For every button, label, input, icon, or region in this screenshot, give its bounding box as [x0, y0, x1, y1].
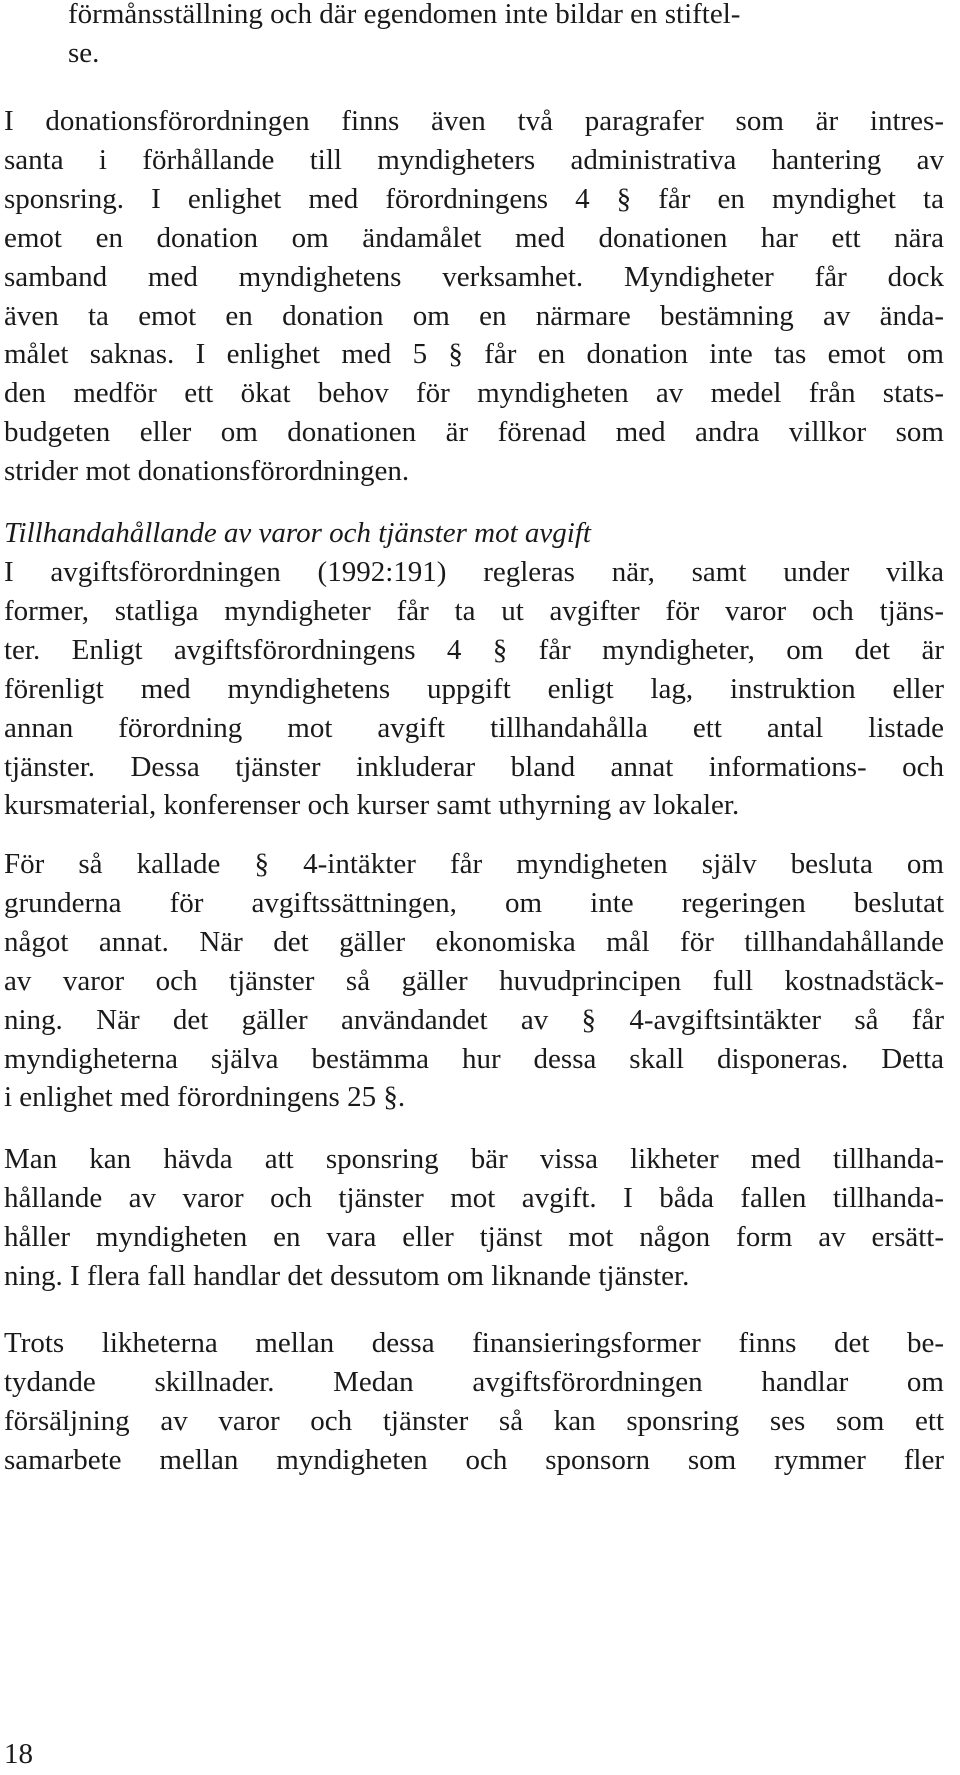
paragraph-likheter — [4, 1140, 944, 1296]
text-line: För så kallade § 4-intäkter får myndigheten själv besluta om — [4, 848, 944, 880]
text-line: myndigheterna själva bestämma hur dessa skall disponeras. Detta — [4, 1042, 944, 1075]
text-line: förenligt med myndighetens uppgift enligt lag, instruktion eller — [4, 672, 944, 705]
text-line: av varor och tjänster så gäller huvudprincipen full kostnadstäck- — [4, 964, 944, 997]
text-line: former, statliga myndigheter får ta ut avgifter för varor och tjäns- — [4, 594, 944, 627]
text-line: målet saknas. I enlighet med 5 § får en donation inte tas emot om — [4, 338, 944, 371]
text-line: håller myndigheten en vara eller tjänst mot någon form av ersätt- — [4, 1220, 944, 1253]
text-line: emot en donation om ändamålet med donationen har ett nära — [4, 221, 944, 254]
text-line: ning. När det gäller användandet av § 4-avgiftsintäkter så får — [4, 1003, 944, 1036]
text-line: santa i förhållande till myndigheters administrativa hantering av — [4, 143, 944, 176]
text-line: Man kan hävda att sponsring bär vissa likheter med tillhanda- — [4, 1143, 944, 1175]
text-line: annan förordning mot avgift tillhandahålla ett antal listade — [4, 711, 944, 744]
text-line: strider mot donationsförordningen. — [4, 455, 410, 488]
text-line: I donationsförordningen finns även två paragrafer som är intres- — [4, 105, 944, 137]
text-line: i enlighet med förordningens 25 §. — [4, 1081, 406, 1114]
text-line: se. — [68, 36, 100, 69]
paragraph-donationsforordningen — [4, 102, 944, 491]
text-line: tydande skillnader. Medan avgiftsförordningen handlar om — [4, 1365, 944, 1398]
text-line: tjänster. Dessa tjänster inkluderar bland annat informations- och — [4, 750, 944, 783]
text-line: den medför ett ökat behov för myndigheten av medel från stats- — [4, 377, 944, 410]
paragraph-4-intakter — [4, 845, 944, 1117]
text-line: samband med myndighetens verksamhet. Myndigheter får dock — [4, 260, 944, 293]
text-line: förmånsställning och där egendomen inte bildar en stiftel- — [68, 0, 741, 30]
page-number: 18 — [4, 1738, 33, 1770]
text-line: kursmaterial, konferenser och kurser samt uthyrning av lokaler. — [4, 789, 740, 822]
text-line: något annat. När det gäller ekonomiska mål för tillhandahållande — [4, 925, 944, 958]
section-heading — [4, 514, 944, 553]
text-line: även ta emot en donation om en närmare bestämning av ända- — [4, 299, 944, 332]
text-line: försäljning av varor och tjänster så kan sponsring ses som ett — [4, 1404, 944, 1437]
text-line: hållande av varor och tjänster mot avgift. I båda fallen tillhanda- — [4, 1181, 944, 1214]
text-line: grunderna för avgiftssättningen, om inte regeringen beslutat — [4, 886, 944, 919]
section-heading-text: Tillhandahållande av varor och tjänster mot avgift — [4, 517, 591, 549]
text-line: budgeten eller om donationen är förenad med andra villkor som — [4, 416, 944, 449]
text-line: samarbete mellan myndigheten och sponsorn som rymmer fler — [4, 1443, 944, 1476]
paragraph-skillnader — [4, 1324, 944, 1480]
continuation-paragraph — [4, 0, 944, 73]
paragraph-avgiftsforordningen — [4, 553, 944, 825]
text-line: Trots likheterna mellan dessa finansieringsformer finns det be- — [4, 1327, 944, 1359]
text-line: ter. Enligt avgiftsförordningens 4 § får myndigheter, om det är — [4, 633, 944, 666]
text-line: I avgiftsförordningen (1992:191) regleras när, samt under vilka — [4, 556, 944, 588]
text-line: sponsring. I enlighet med förordningens 4 § får en myndighet ta — [4, 182, 944, 215]
text-line: ning. I flera fall handlar det dessutom om liknande tjänster. — [4, 1259, 690, 1292]
